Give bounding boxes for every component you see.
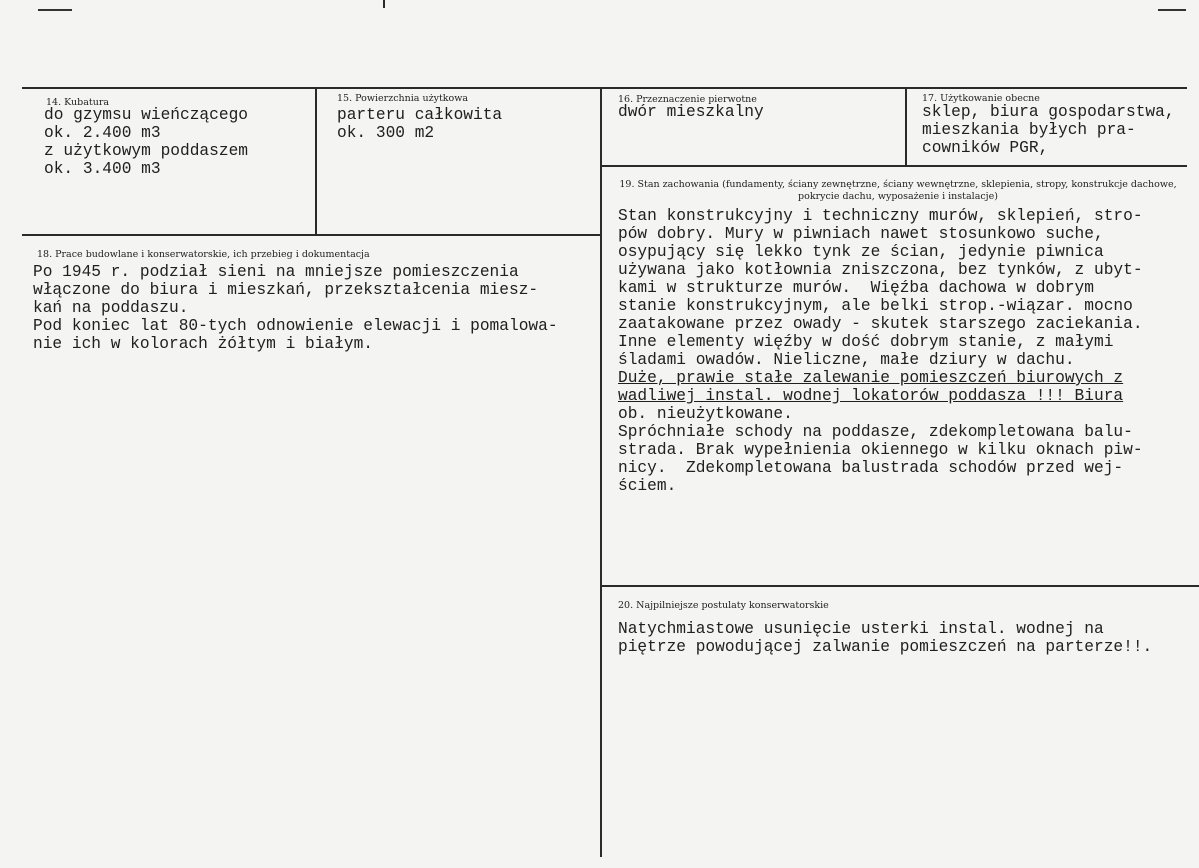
- top-center-tick: [383, 0, 385, 8]
- grid-line-under-16-17: [600, 165, 1187, 167]
- field-19-line: używana jako kotłownia zniszczona, bez tynków, z ubyt-: [618, 261, 1143, 279]
- field-17-line: cowników PGR,: [922, 139, 1049, 157]
- field-19-line: osypujący się lekko tynk ze ścian, jedynie piwnica: [618, 243, 1104, 261]
- field-19-line: ściem.: [618, 477, 677, 495]
- field-19-line: Duże, prawie stałe zalewanie pomieszczeń biurowych z: [618, 369, 1124, 387]
- field-19-line: Inne elementy więźby w dość dobrym stanie, z małymi: [618, 333, 1114, 351]
- field-19-label: 19. Stan zachowania (fundamenty, ściany zewnętrzne, ściany wewnętrzne, sklepienia, stropy, konstrukcje dachowe, pokrycie dachu, wyposażenie i instalacje): [619, 179, 1177, 202]
- field-18-line: włączone do biura i mieszkań, przekształcenia miesz-: [33, 281, 539, 299]
- field-19-line: śladami owadów. Nieliczne, małe dziury w dachu.: [618, 351, 1075, 369]
- field-19-line: pów dobry. Mury w piwniach nawet stosunkowo suche,: [618, 225, 1104, 243]
- field-18-line: nie ich w kolorach żółtym i białym.: [33, 335, 373, 353]
- field-19-line: Stan konstrukcyjny i techniczny murów, sklepień, stro-: [618, 207, 1143, 225]
- field-19-line: nicy. Zdekompletowana balustrada schodów przed wej-: [618, 459, 1124, 477]
- field-17-label: 17. Użytkowanie obecne: [922, 93, 1040, 104]
- field-19-line: strada. Brak wypełnienia okiennego w kilku oknach piw-: [618, 441, 1143, 459]
- field-18-line: Po 1945 r. podział sieni na mniejsze pomieszczenia: [33, 263, 519, 281]
- field-15-label: 15. Powierzchnia użytkowa: [337, 93, 469, 104]
- grid-top-line: [22, 87, 1187, 89]
- field-18-label: 18. Prace budowlane i konserwatorskie, ich przebieg i dokumentacja: [37, 249, 370, 260]
- field-19-line: Spróchniałe schody na poddasze, zdekompletowana balu-: [618, 423, 1133, 441]
- top-left-mark: [38, 9, 72, 11]
- field-19-line: zaatakowane przez owady - skutek starszego zaciekania.: [618, 315, 1143, 333]
- field-14-line: z użytkowym poddaszem: [44, 142, 248, 160]
- field-18-line: kań na poddaszu.: [33, 299, 189, 317]
- field-19-line: kami w strukturze murów. Więźba dachowa w dobrym: [618, 279, 1094, 297]
- grid-divider-16-17: [905, 87, 907, 165]
- field-15-line: parteru całkowita: [337, 106, 503, 124]
- grid-line-above-20: [600, 585, 1199, 587]
- field-17-line: mieszkania byłych pra-: [922, 121, 1136, 139]
- top-right-mark: [1158, 9, 1186, 11]
- field-19-line: wadliwej instal. wodnej lokatorów poddasza !!! Biura: [618, 387, 1124, 405]
- field-19-line: stanie konstrukcyjnym, ale belki strop.-wiązar. mocno: [618, 297, 1133, 315]
- grid-line-under-14-15: [22, 234, 600, 236]
- field-14-label: 14. Kubatura: [46, 97, 110, 108]
- field-16-line: dwór mieszkalny: [618, 103, 764, 121]
- field-16-label: 16. Przeznaczenie pierwotne: [618, 94, 757, 105]
- field-14-line: do gzymsu wieńczącego: [44, 106, 248, 124]
- field-19-line: ob. nieużytkowane.: [618, 405, 793, 423]
- field-20-line: piętrze powodującej zalwanie pomieszczeń na parterze!!.: [618, 638, 1153, 656]
- field-15-line: ok. 300 m2: [337, 124, 435, 142]
- grid-center-divider: [600, 87, 602, 857]
- field-18-line: Pod koniec lat 80-tych odnowienie elewacji i pomalowa-: [33, 317, 558, 335]
- field-17-line: sklep, biura gospodarstwa,: [922, 103, 1175, 121]
- field-20-label: 20. Najpilniejsze postulaty konserwatorskie: [618, 600, 829, 611]
- field-20-line: Natychmiastowe usunięcie usterki instal. wodnej na: [618, 620, 1104, 638]
- field-14-line: ok. 2.400 m3: [44, 124, 161, 142]
- grid-divider-14-15: [315, 87, 317, 234]
- field-14-line: ok. 3.400 m3: [44, 160, 161, 178]
